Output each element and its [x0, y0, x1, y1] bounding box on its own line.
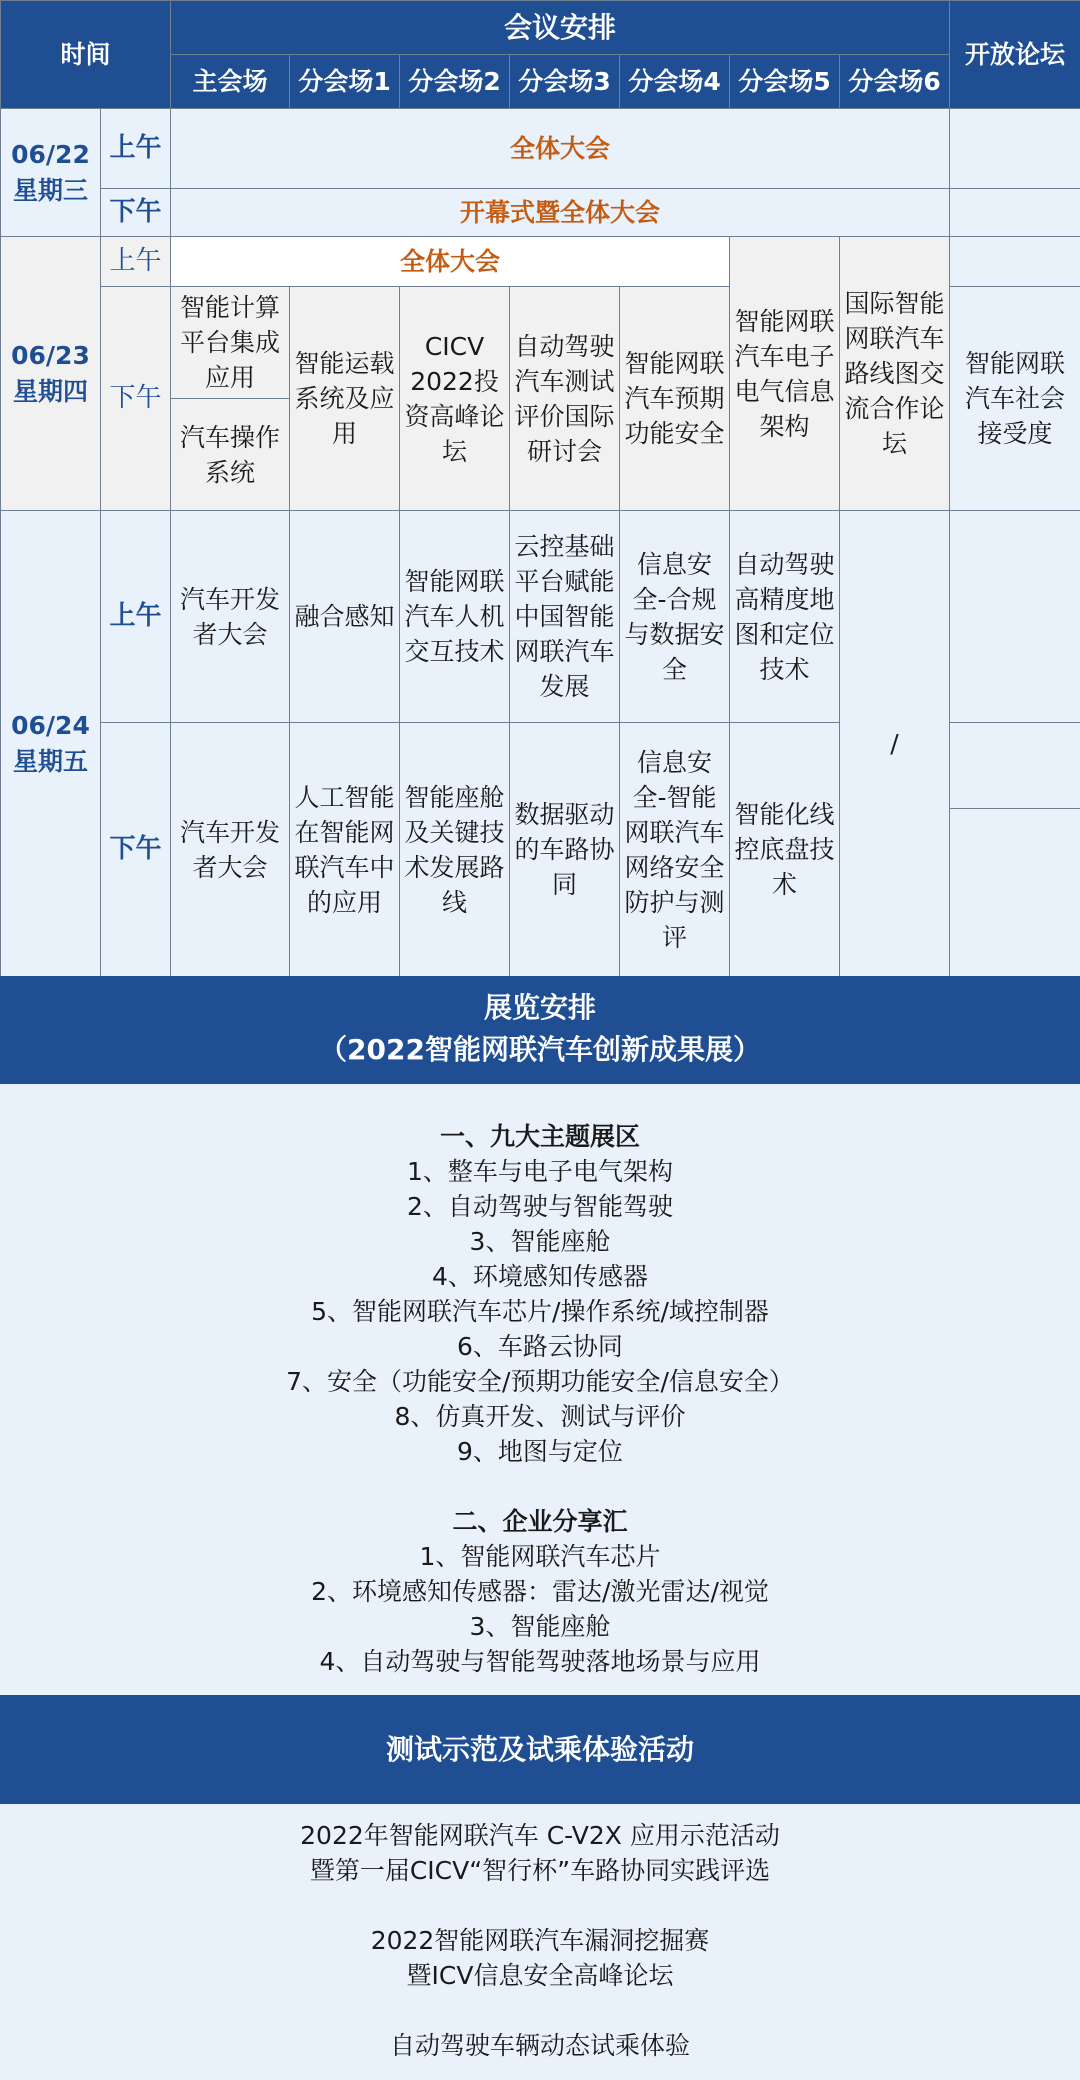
period-pm: 下午: [101, 189, 171, 237]
period-pm: 下午: [101, 723, 171, 977]
forum-cell-empty: [950, 237, 1080, 287]
session-v5: 自动驾驶高精度地图和定位技术: [730, 511, 840, 723]
list-item: 9、地图与定位: [457, 1437, 623, 1466]
day-label-0623: [1, 237, 101, 511]
exhibition-content: [0, 1084, 1080, 1695]
list-item: 2、环境感知传感器：雷达/激光雷达/视觉: [311, 1577, 769, 1606]
session-main: 汽车开发者大会: [171, 511, 290, 723]
activities-banner: 测试示范及试乘体验活动: [0, 1695, 1080, 1804]
session-v6-empty: /: [840, 511, 950, 977]
schedule-table: [0, 0, 1080, 977]
session-v2: CICV 2022投资高峰论坛: [400, 287, 510, 511]
session-v4: 信息安全-智能网联汽车网络安全防护与测评: [620, 723, 730, 977]
session-v1: 智能运载系统及应用: [290, 287, 400, 511]
session-v1: 人工智能在智能网联汽车中的应用: [290, 723, 400, 977]
venue-header: 分会场5: [730, 55, 840, 109]
opening-ceremony: 开幕式暨全体大会: [171, 189, 950, 237]
session-v3: 自动驾驶汽车测试评价国际研讨会: [510, 287, 620, 511]
period-am: 上午: [101, 511, 171, 723]
forum-cell-empty: [950, 109, 1080, 189]
plenary-session: 全体大会: [171, 237, 730, 287]
day-label-0624: [1, 511, 101, 977]
activity-line: 自动驾驶车辆动态试乘体验: [389, 2031, 690, 2060]
venue-header: 分会场2: [400, 55, 510, 109]
date-text: 06/24: [11, 710, 90, 740]
session-v4: 信息安全-合规与数据安全: [620, 511, 730, 723]
session-v6: 国际智能网联汽车路线图交流合作论坛: [840, 237, 950, 511]
section-title: 一、九大主题展区: [439, 1122, 640, 1151]
session-main: 汽车开发者大会: [171, 723, 290, 977]
weekday-text: 星期四: [12, 376, 88, 406]
session-v3: 数据驱动的车路协同: [510, 723, 620, 977]
section-title: 二、企业分享汇: [452, 1507, 628, 1536]
list-item: 8、仿真开发、测试与评价: [394, 1402, 686, 1431]
session-v5: 智能化线控底盘技术: [730, 723, 840, 977]
activity-line: 2022年智能网联汽车 C-V2X 应用示范活动: [300, 1821, 780, 1850]
session-v5: 智能网联汽车电子电气信息架构: [730, 237, 840, 511]
meeting-header: 会议安排: [171, 1, 950, 55]
plenary-session: 全体大会: [171, 109, 950, 189]
forum-header: 开放论坛: [950, 1, 1080, 109]
venue-header: 分会场3: [510, 55, 620, 109]
period-pm: 下午: [101, 287, 171, 511]
list-item: 4、环境感知传感器: [432, 1262, 648, 1291]
activity-line: 暨ICV信息安全高峰论坛: [406, 1961, 674, 1990]
venue-header: 分会场1: [290, 55, 400, 109]
list-item: 7、安全（功能安全/预期功能安全/信息安全）: [286, 1367, 794, 1396]
period-am: 上午: [101, 237, 171, 287]
weekday-text: 星期五: [12, 746, 88, 776]
list-item: 2、自动驾驶与智能驾驶: [407, 1192, 673, 1221]
date-text: 06/23: [11, 340, 90, 370]
activities-content: [0, 1804, 1080, 2080]
forum-cell-empty: [950, 511, 1080, 723]
list-item: 4、自动驾驶与智能驾驶落地场景与应用: [319, 1647, 761, 1676]
activity-line: 2022智能网联汽车漏洞挖掘赛: [370, 1926, 710, 1955]
date-text: 06/22: [11, 139, 90, 169]
session-main-2: 汽车操作系统: [171, 399, 290, 511]
exhibition-banner: [0, 976, 1080, 1084]
weekday-text: 星期三: [12, 175, 88, 205]
venue-header: 分会场4: [620, 55, 730, 109]
exhibition-subtitle: （2022智能网联汽车创新成果展）: [319, 1033, 761, 1066]
session-v1: 融合感知: [290, 511, 400, 723]
session-v2: 智能座舱及关键技术发展路线: [400, 723, 510, 977]
session-v3: 云控基础平台赋能中国智能网联汽车发展: [510, 511, 620, 723]
period-am: 上午: [101, 109, 171, 189]
forum-cell-empty: [950, 189, 1080, 237]
session-v2: 智能网联汽车人机交互技术: [400, 511, 510, 723]
forum-cell-empty: [950, 809, 1080, 977]
day-label-0622: [1, 109, 101, 237]
session-forum: 智能网联汽车社会接受度: [950, 287, 1080, 511]
list-item: 1、整车与电子电气架构: [407, 1157, 673, 1186]
list-item: 1、智能网联汽车芯片: [419, 1542, 661, 1571]
forum-cell-empty: [950, 723, 1080, 809]
list-item: 6、车路云协同: [457, 1332, 623, 1361]
list-item: 3、智能座舱: [469, 1227, 611, 1256]
venue-header: 主会场: [171, 55, 290, 109]
activity-line: 暨第一届CICV“智行杯”车路协同实践评选: [309, 1856, 771, 1885]
venue-header: 分会场6: [840, 55, 950, 109]
time-header: 时间: [1, 1, 171, 109]
list-item: 5、智能网联汽车芯片/操作系统/域控制器: [311, 1297, 769, 1326]
exhibition-title: 展览安排: [483, 991, 596, 1024]
session-v4: 智能网联汽车预期功能安全: [620, 287, 730, 511]
list-item: 3、智能座舱: [469, 1612, 611, 1641]
session-main-1: 智能计算平台集成应用: [171, 287, 290, 399]
